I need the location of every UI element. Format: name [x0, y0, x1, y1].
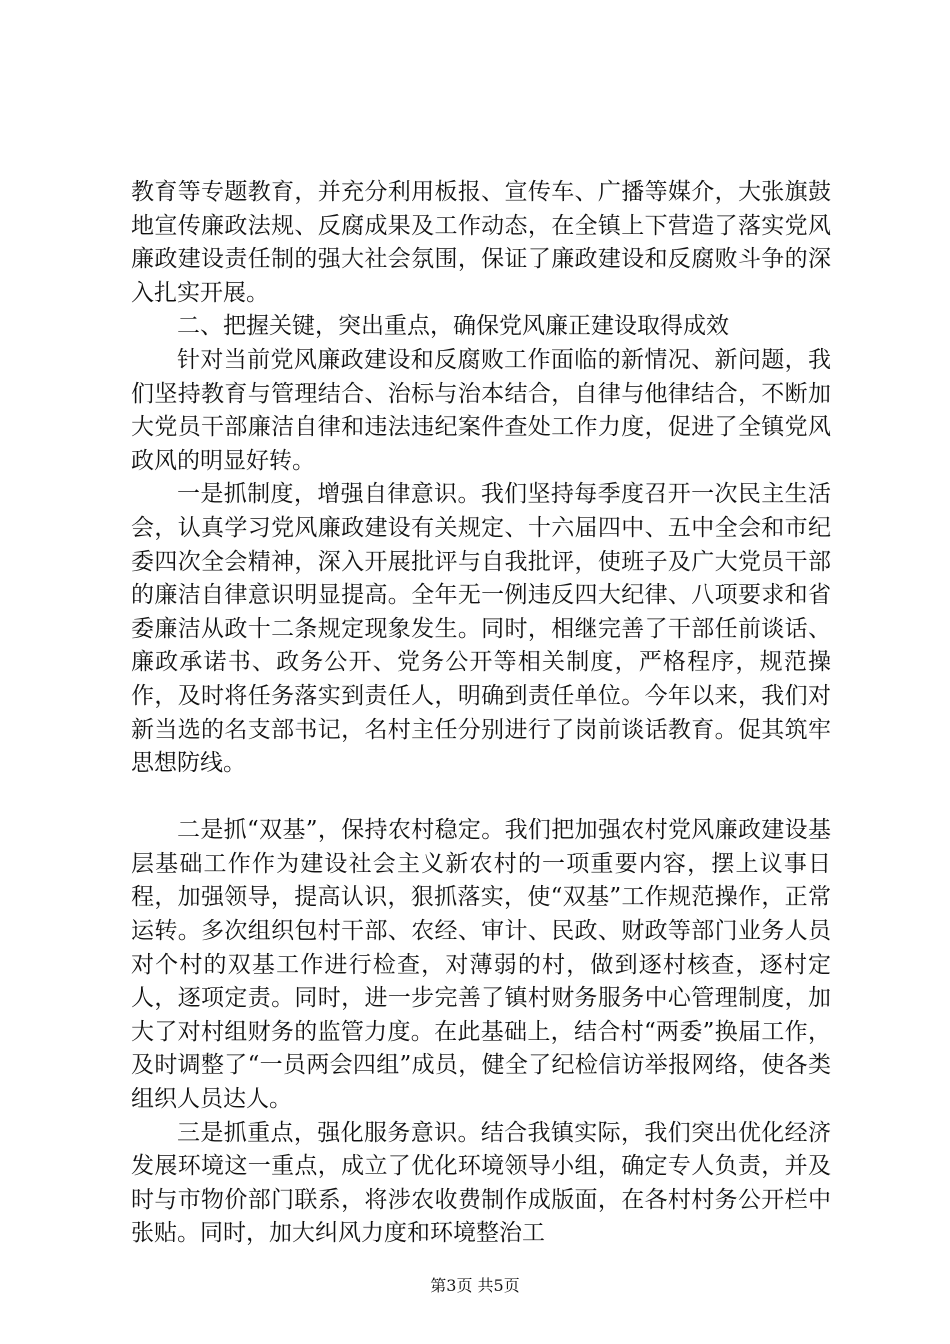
document-body — [131, 176, 831, 1251]
paragraph-intro: 针对当前党风廉政建设和反腐败工作面临的新情况、新问题，我们坚持教育与管理结合、治标与治本结合，自律与他律结合，不断加大党员干部廉洁自律和违法违纪案件查处工作力度，促进了全镇党风政风的明显好转。 — [131, 346, 831, 474]
paragraph-point-two: 二是抓“双基”，保持农村稳定。我们把加强农村党风廉政建设基层基础工作作为建设社会主义新农村的一项重要内容，摆上议事日程，加强领导，提高认识，狠抓落实，使“双基”工作规范操作，正常运转。多次组织包村干部、农经、审计、民政、财政等部门业务人员对个村的双基工作进行检查，对薄弱的村，做到逐村核查，逐村定人，逐项定责。同时，进一步完善了镇村财务服务中心管理制度，加大了对村组财务的监管力度。在此基础上，结合村“两委”换届工作，及时调整了“一员两会四组”成员，健全了纪检信访举报网络，使各类组织人员达人。 — [131, 817, 831, 1113]
paragraph-gap — [131, 781, 831, 815]
paragraph-continuation: 教育等专题教育，并充分利用板报、宣传车、广播等媒介，大张旗鼓地宣传廉政法规、反腐成果及工作动态，在全镇上下营造了落实党风廉政建设责任制的强大社会氛围，保证了廉政建设和反腐败斗争的深入扎实开展。 — [131, 179, 831, 306]
paragraph-point-three: 三是抓重点，强化服务意识。结合我镇实际，我们突出优化经济发展环境这一重点，成立了优化环境领导小组，确定专人负责，并及时与市物价部门联系，将涉农收费制作成版面，在各村村务公开栏中张贴。同时，加大纠风力度和环境整治工 — [131, 1119, 831, 1247]
paragraph-point-one: 一是抓制度，增强自律意识。我们坚持每季度召开一次民主生活会，认真学习党风廉政建设有关规定、十六届四中、五中全会和市纪委四次全会精神，深入开展批评与自我批评，使班子及广大党员干部的廉洁自律意识明显提高。全年无一例违反四大纪律、八项要求和省委廉洁从政十二条规定现象发生。同时，相继完善了干部任前谈话、廉政承诺书、政务公开、党务公开等相关制度，严格程序，规范操作，及时将任务落实到责任人，明确到责任单位。今年以来，我们对新当选的名支部书记，名村主任分别进行了岗前谈话教育。促其筑牢思想防线。 — [131, 481, 831, 777]
section-heading: 二、把握关键，突出重点，确保党风廉正建设取得成效 — [177, 313, 729, 340]
page-footer: 第3页 共5页 — [430, 1276, 520, 1295]
